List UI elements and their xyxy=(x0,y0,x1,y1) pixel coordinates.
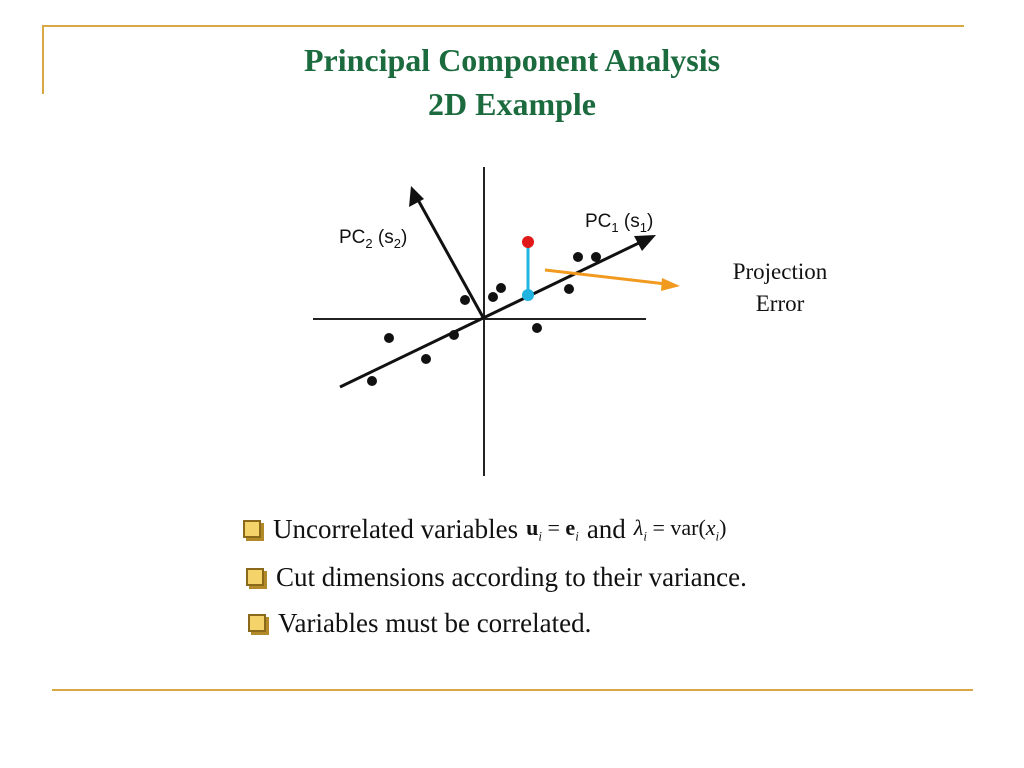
projected-point xyxy=(522,289,534,301)
data-point xyxy=(367,376,377,386)
highlighted-point xyxy=(522,236,534,248)
data-point xyxy=(449,330,459,340)
bullet-3 xyxy=(248,608,591,639)
data-point xyxy=(421,354,431,364)
bullet-1-and: and xyxy=(586,514,626,544)
data-point xyxy=(384,333,394,343)
pc1-axis-line xyxy=(340,241,643,387)
data-point xyxy=(532,323,542,333)
projection-label-line-1: Projection xyxy=(732,259,828,284)
projection-error-arrowhead xyxy=(661,278,680,291)
title-line-1: Principal Component Analysis xyxy=(303,42,721,78)
checkbox-bullet-icon xyxy=(246,568,264,586)
bullet-2 xyxy=(246,562,747,593)
data-point xyxy=(591,252,601,262)
projection-error-arrow-line xyxy=(545,270,666,284)
projection-label-line-2: Error xyxy=(755,291,805,316)
data-point xyxy=(488,292,498,302)
bullet-1 xyxy=(243,514,735,545)
bullet-2-text: Cut dimensions according to their variance. xyxy=(276,562,747,592)
data-point xyxy=(460,295,470,305)
data-point xyxy=(564,284,574,294)
checkbox-bullet-icon xyxy=(243,520,261,538)
checkbox-bullet-icon xyxy=(248,614,266,632)
bullet-1-text: Uncorrelated variables xyxy=(273,514,519,544)
projection-error-label xyxy=(710,256,850,320)
pc1-label: $PC_1$ $(s_1)$ xyxy=(585,211,654,235)
pc2-axis-line xyxy=(417,198,484,319)
pc2-label: $PC_2$ $(s_2)$ xyxy=(339,227,408,251)
bullet-1-math-eq1: $u_i = e_i$ xyxy=(526,514,579,544)
data-point xyxy=(496,283,506,293)
data-point xyxy=(573,252,583,262)
title-line-2: 2D Example xyxy=(428,86,596,122)
bullet-1-math-eq2: $\lambda_i = var(x_i)$ xyxy=(633,514,727,544)
bullet-3-text: Variables must be correlated. xyxy=(278,608,592,638)
